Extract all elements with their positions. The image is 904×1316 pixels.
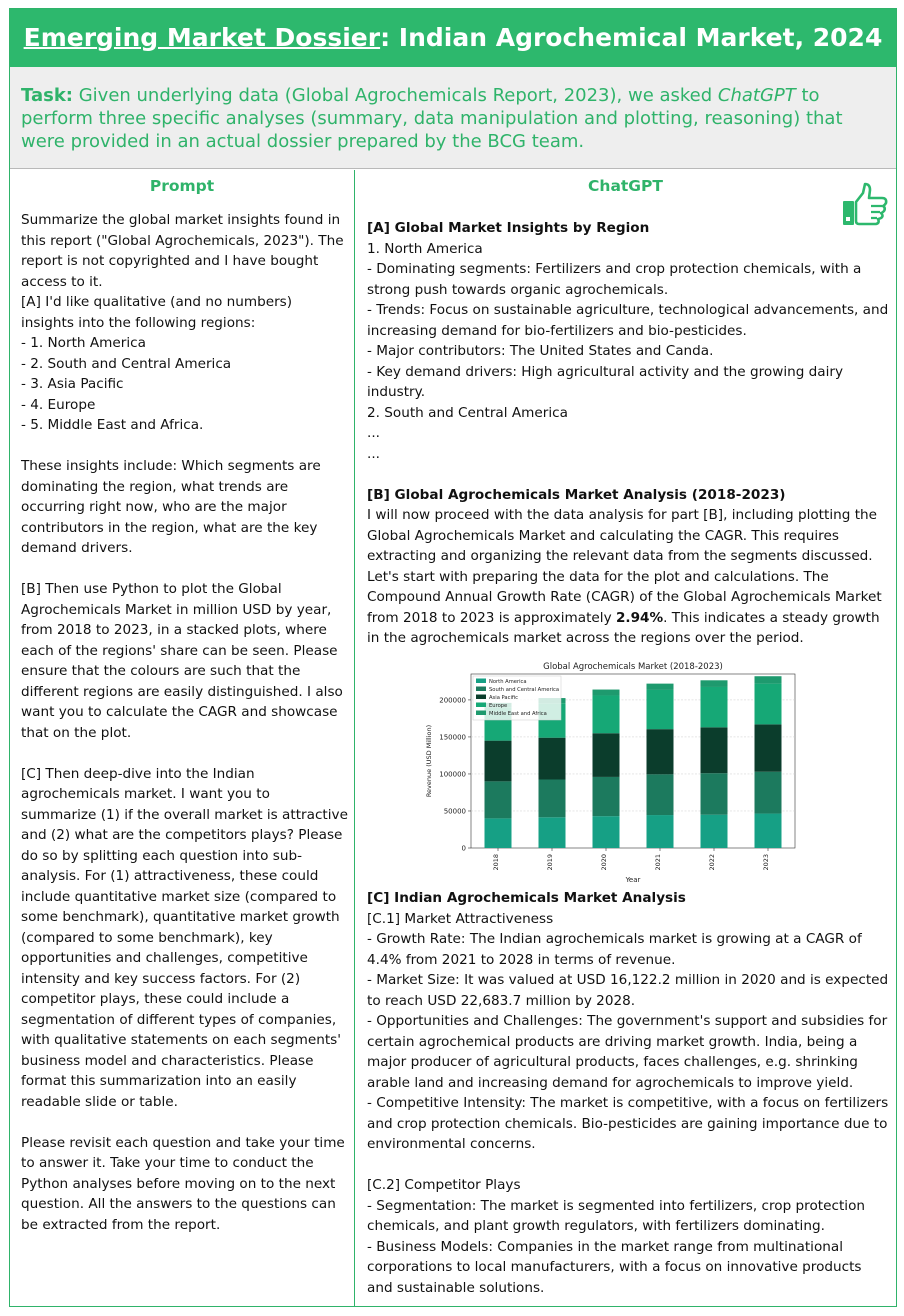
section-c1-line: - Opportunities and Challenges: The government's support and subsidies for certain agrochemical products are driving market growth. India, being a major producer of agricultural products, faces challenges, e.g. shrinking arable land and increasing demand for agrochemicals to improve yield. — [367, 1013, 888, 1091]
bar-segment — [539, 738, 566, 780]
bar-segment — [701, 773, 728, 814]
bar-segment — [755, 724, 782, 771]
bar-segment — [755, 684, 782, 725]
bar-segment — [701, 680, 728, 687]
prompt-insights: These insights include: Which segments are dominating the region, what trends are occurring right now, who are the major contributors in the region, what are the key demand drivers. — [21, 458, 321, 556]
section-b-end: . This indicates a steady growth in the agrochemicals market across the regions over the period. — [367, 609, 880, 646]
prompt-part-c: [C] Then deep-dive into the Indian agrochemicals market. I want you to summarize (1) if the overall market is attractive and (2) what are the competitors plays? Please do so by splitting each question into sub-analysis. For (1) attractiveness, these could include quantitative market size (compared to some benchmark), quantitative market growth (compared to some benchmark), key opportunities and challenges, competitive intensity and key success factors. For (2) competitor plays, these could include a segmentation of different types of companies, with qualitative statements on each segments' business model and characteristics. Please format this summarization into an easily readable slide or table. — [21, 765, 348, 1110]
x-tick-label: 2023 — [762, 854, 770, 871]
dossier-frame — [9, 8, 897, 1307]
column-divider — [354, 170, 355, 1307]
legend-label: Europe — [489, 702, 508, 709]
bar-segment — [755, 676, 782, 683]
y-axis-label: Revenue (USD Million) — [425, 724, 433, 798]
y-tick-label: 150000 — [439, 733, 466, 742]
section-a-line: - Dominating segments: Fertilizers and crop protection chemicals, with a strong push towards organic agrochemicals. — [367, 261, 862, 298]
section-c2-line: [C.2] Competitor Plays — [367, 1177, 521, 1193]
legend-swatch — [476, 687, 486, 692]
task-label: Task: — [21, 85, 73, 106]
y-tick-label: 100000 — [439, 770, 466, 779]
prompt-closing: Please revisit each question and take your time to answer it. Take your time to conduct the Python analyses before moving on to the next question. All the answers to the questions can be extracted from the report. — [21, 1134, 345, 1233]
section-a-line: ... — [367, 445, 380, 462]
market-chart — [415, 658, 805, 886]
section-a-line: - Key demand drivers: High agricultural activity and the growing dairy industry. — [367, 363, 844, 400]
bar-segment — [485, 741, 512, 782]
section-c-title: [C] Indian Agrochemicals Market Analysis — [367, 890, 686, 906]
legend-swatch — [476, 695, 486, 700]
bar-segment — [539, 780, 566, 818]
x-axis-label: Year — [625, 876, 641, 884]
prompt-column-title: Prompt — [149, 177, 215, 195]
bar-segment — [485, 781, 512, 818]
section-a-line: ... — [367, 425, 380, 441]
bar-segment — [755, 772, 782, 814]
section-b-title: [B] Global Agrochemicals Market Analysis (2018-2023) — [367, 486, 786, 503]
bar-segment — [701, 687, 728, 727]
chatgpt-answer — [367, 218, 889, 649]
bar-segment — [593, 733, 620, 777]
bar-segment — [701, 727, 728, 773]
section-b-body: I will now proceed with the data analysis for part [B], including plotting the Global Agrochemicals Market and calculating the CAGR. This requires extracting and organizing the relevant data from the segments discussed. Let's start with preparing the data for the plot and calculations. The Compound Annual Growth Rate (CAGR) of the Global Agrochemicals Market from 2018 to 2023 is approximately — [367, 507, 882, 626]
prompt-region-item: - 2. South and Central America — [21, 355, 232, 372]
bar-segment — [593, 690, 620, 696]
y-tick-label: 50000 — [443, 807, 466, 816]
x-tick-label: 2020 — [600, 854, 608, 871]
section-b-text — [367, 505, 889, 649]
y-tick-label: 200000 — [439, 696, 466, 705]
cagr-value: 2.94% — [615, 609, 664, 626]
section-c1-line: - Market Size: It was valued at USD 16,122.2 million in 2020 and is expected to reach USD 22,683.7 million by 2028. — [367, 972, 889, 1009]
section-a-line: 1. North America — [367, 240, 483, 257]
bar-segment — [485, 818, 512, 848]
prompt-region-item: - 3. Asia Pacific — [21, 376, 124, 392]
bar-segment — [647, 729, 674, 774]
section-c2-line: - Segmentation: The market is segmented into fertilizers, crop protection chemicals, and plant growth regulators, with fertilizers dominating. — [367, 1197, 865, 1234]
chart-title: Global Agrochemicals Market (2018-2023) — [543, 662, 723, 672]
bar-segment — [647, 774, 674, 815]
section-c1-line: [C.1] Market Attractiveness — [367, 910, 554, 927]
legend-label: South and Central America — [489, 686, 560, 693]
x-tick-label: 2021 — [654, 854, 662, 871]
section-a-line: - Trends: Focus on sustainable agriculture, technological advancements, and increasing demand for bio-fertilizers and bio-pesticides. — [367, 302, 889, 339]
task-chatgpt: ChatGPT — [717, 85, 796, 106]
x-tick-label: 2018 — [492, 854, 500, 871]
y-tick-label: 0 — [461, 844, 466, 853]
bar-segment — [593, 695, 620, 733]
prompt-region-item: - 4. Europe — [21, 396, 96, 413]
task-text-a: Given underlying data (Global Agrochemicals Report, 2023), we asked — [73, 85, 718, 106]
section-c1-line: - Growth Rate: The Indian agrochemicals market is growing at a CAGR of 4.4% from 2021 to 2028 in terms of revenue. — [367, 931, 862, 968]
x-tick-label: 2022 — [708, 854, 716, 871]
bar-segment — [593, 816, 620, 848]
prompt-part-a: [A] I'd like qualitative (and no numbers) insights into the following regions: — [21, 294, 293, 331]
legend-swatch — [476, 679, 486, 684]
prompt-part-b: [B] Then use Python to plot the Global Agrochemicals Market in million USD by year, from 2018 to 2023, in a stacked plots, where each of the regions' share can be seen. Please ensure that the colours are such that the different regions are easily distinguished. I also want you to calculate the CAGR and showcase that on the plot. — [21, 581, 343, 741]
bar-segment — [647, 690, 674, 729]
title-rest: : Indian Agrochemical Market, 2024 — [380, 23, 883, 52]
prompt-intro: Summarize the global market insights found in this report ("Global Agrochemicals, 2023"). The report is not copyrighted and I have bought access to it. — [21, 212, 344, 290]
section-a-line: 2. South and Central America — [367, 404, 568, 421]
page-title — [10, 9, 896, 67]
bar-segment — [647, 815, 674, 848]
prompt-region-item: - 1. North America — [21, 335, 146, 351]
task-description — [10, 67, 896, 169]
prompt-region-item: - 5. Middle East and Africa. — [21, 417, 204, 433]
task-text-b: to perform three specific analyses (summary, data manipulation and plotting, reasoning) that were provided in an actual dossier prepared by the BCG team. — [21, 85, 843, 152]
bar-segment — [755, 814, 782, 848]
legend-swatch — [476, 711, 486, 716]
section-a-line: - Major contributors: The United States and Canda. — [367, 343, 714, 359]
bar-segment — [593, 777, 620, 816]
prompt-text — [21, 210, 349, 1235]
x-tick-label: 2019 — [546, 854, 554, 871]
bar-segment — [647, 684, 674, 690]
legend-swatch — [476, 703, 486, 708]
section-c1-line: - Competitive Intensity: The market is competitive, with a focus on fertilizers and crop protection chemicals. Bio-pesticides are gaining importance due to environmental concerns. — [367, 1095, 889, 1152]
bar-segment — [701, 815, 728, 848]
chatgpt-answer-c — [367, 888, 889, 1298]
chatgpt-column-title: ChatGPT — [588, 177, 663, 195]
bar-segment — [539, 817, 566, 848]
section-c2-line: - Business Models: Companies in the market range from multinational corporations to local manufacturers, with a focus on innovative products and sustainable solutions. — [367, 1238, 862, 1296]
section-a-title: [A] Global Market Insights by Region — [367, 220, 650, 236]
legend-label: Asia Pacific — [489, 694, 519, 701]
title-underlined: Emerging Market Dossier — [23, 23, 381, 52]
legend-label: Middle East and Africa — [489, 710, 547, 717]
legend-label: North America — [489, 678, 527, 685]
stacked-bar-chart — [415, 658, 805, 886]
